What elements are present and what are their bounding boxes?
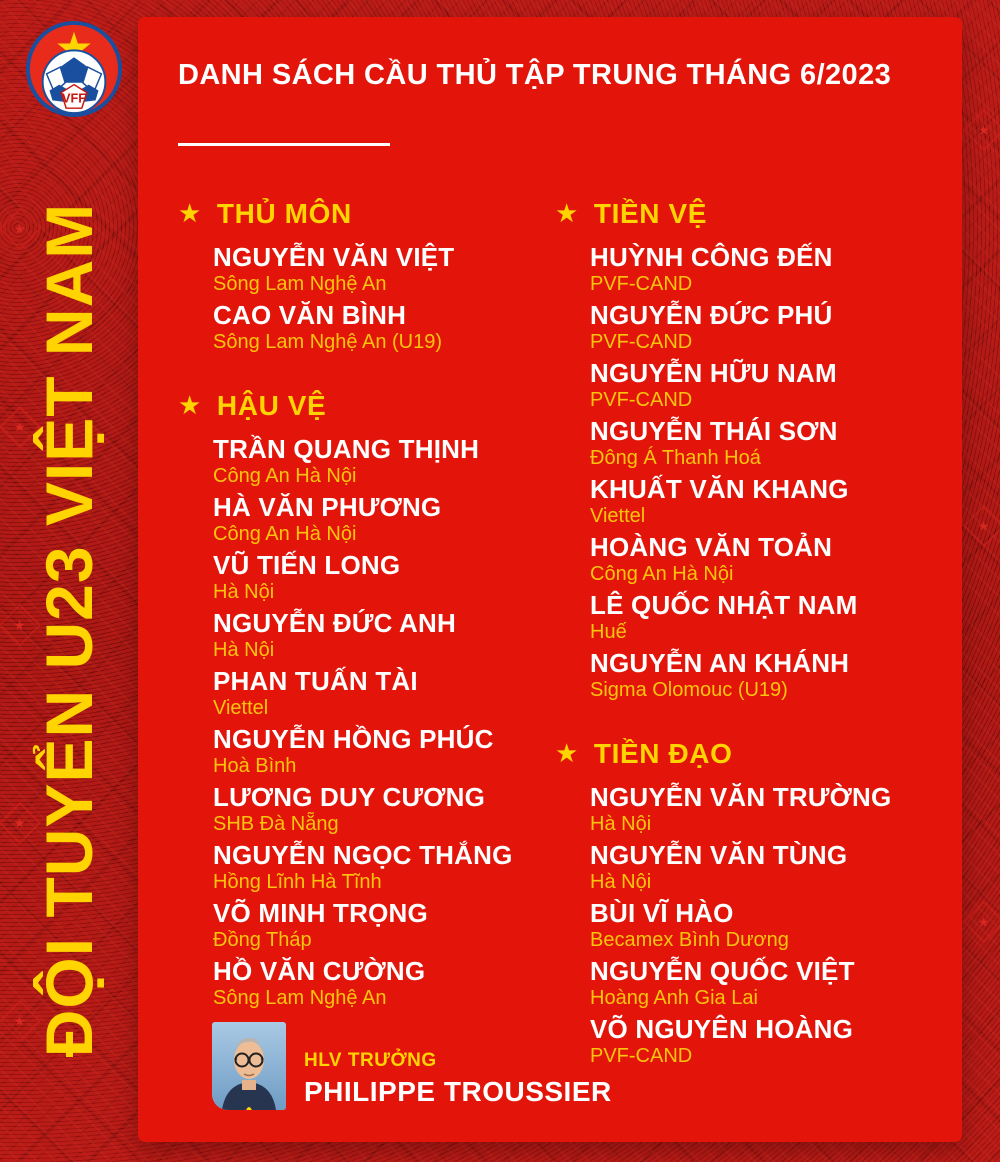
player-club: Sông Lam Nghệ An xyxy=(213,987,387,1009)
player-name: NGUYỄN HỒNG PHÚC xyxy=(213,724,494,754)
player-row xyxy=(590,242,946,297)
player-row xyxy=(590,532,946,587)
player-name: NGUYỄN NGỌC THẮNG xyxy=(213,840,513,870)
section-label: TIỀN ĐẠO xyxy=(593,738,733,769)
player-name: HOÀNG VĂN TOẢN xyxy=(590,532,833,562)
player-name: NGUYỄN THÁI SƠN xyxy=(590,416,838,446)
coach-role-label: HLV TRƯỞNG xyxy=(304,1050,437,1071)
player-name: NGUYỄN VĂN VIỆT xyxy=(213,242,455,272)
section-tien-ve xyxy=(555,197,946,703)
coach-photo xyxy=(212,1022,286,1110)
player-name: NGUYỄN ĐỨC PHÚ xyxy=(590,300,833,330)
player-name: PHAN TUẤN TÀI xyxy=(213,666,418,696)
player-name: HUỲNH CÔNG ĐẾN xyxy=(590,242,833,272)
player-row xyxy=(213,782,555,837)
player-row xyxy=(213,492,555,547)
diamond-ornament xyxy=(963,901,1000,943)
player-club: Hà Nội xyxy=(213,639,275,661)
player-club: Viettel xyxy=(213,697,269,719)
star-icon: ★ xyxy=(14,815,26,831)
player-row xyxy=(590,1014,946,1069)
coach-block xyxy=(212,1022,612,1110)
star-icon: ★ xyxy=(178,198,202,228)
player-row xyxy=(213,956,555,1011)
poster-title: DANH SÁCH CẦU THỦ TẬP TRUNG THÁNG 6/2023 xyxy=(178,59,892,91)
player-club: Viettel xyxy=(590,505,646,527)
diamond-ornament xyxy=(963,109,1000,151)
player-club: PVF-CAND xyxy=(590,273,693,295)
player-list xyxy=(178,242,555,355)
star-icon: ★ xyxy=(14,1013,26,1029)
player-name: NGUYỄN VĂN TÙNG xyxy=(590,840,848,870)
player-name: HÀ VĂN PHƯƠNG xyxy=(213,492,442,522)
section-thu-mon xyxy=(178,197,555,355)
vff-logo xyxy=(25,20,123,118)
section-tien-dao xyxy=(555,737,946,1069)
player-club: Sông Lam Nghệ An xyxy=(213,273,387,295)
player-row xyxy=(213,724,555,779)
side-vertical-title: ĐỘI TUYỂN U23 VIỆT NAM xyxy=(32,202,106,1058)
player-row xyxy=(590,358,946,413)
player-list xyxy=(555,782,946,1069)
player-club: PVF-CAND xyxy=(590,1045,693,1067)
section-header xyxy=(178,389,555,422)
player-row xyxy=(590,956,946,1011)
player-name: LƯƠNG DUY CƯƠNG xyxy=(213,782,486,812)
player-club: Sigma Olomouc (U19) xyxy=(590,679,788,701)
column-right xyxy=(555,197,946,1072)
player-name: LÊ QUỐC NHẬT NAM xyxy=(590,590,858,620)
coach-portrait-graphic xyxy=(212,1022,286,1110)
star-icon: ★ xyxy=(978,122,990,138)
player-club: Hồng Lĩnh Hà Tĩnh xyxy=(213,871,382,893)
player-row xyxy=(213,898,555,953)
player-row xyxy=(590,898,946,953)
player-row xyxy=(590,300,946,355)
player-club: PVF-CAND xyxy=(590,331,693,353)
vff-logo-text: VFF xyxy=(61,90,87,106)
section-header xyxy=(555,737,946,770)
player-club: Đông Á Thanh Hoá xyxy=(590,447,761,469)
coach-name: PHILIPPE TROUSSIER xyxy=(304,1076,612,1107)
star-icon: ★ xyxy=(978,914,990,930)
player-row xyxy=(213,242,555,297)
player-row xyxy=(590,474,946,529)
section-header xyxy=(555,197,946,230)
player-club: Huế xyxy=(590,621,627,643)
star-icon: ★ xyxy=(555,738,579,768)
player-club: Công An Hà Nội xyxy=(590,563,734,585)
title-underline xyxy=(178,143,390,146)
player-name: VÕ MINH TRỌNG xyxy=(213,898,428,928)
section-hau-ve xyxy=(178,389,555,1011)
player-club: Hoà Bình xyxy=(213,755,297,777)
player-name: HỒ VĂN CƯỜNG xyxy=(213,956,426,986)
star-icon: ★ xyxy=(178,390,202,420)
section-label: TIỀN VỆ xyxy=(593,198,708,229)
player-name: NGUYỄN VĂN TRƯỜNG xyxy=(590,782,892,812)
player-name: TRẦN QUANG THỊNH xyxy=(213,434,480,464)
player-club: Hoàng Anh Gia Lai xyxy=(590,987,758,1009)
player-list xyxy=(178,434,555,1011)
coach-text xyxy=(304,1022,612,1110)
player-club: Hà Nội xyxy=(213,581,275,603)
player-row xyxy=(590,416,946,471)
diamond-ornament xyxy=(963,505,1000,547)
player-name: CAO VĂN BÌNH xyxy=(213,300,407,330)
player-row xyxy=(590,648,946,703)
main-panel xyxy=(138,17,962,1142)
player-row xyxy=(213,608,555,663)
player-club: SHB Đà Nẵng xyxy=(213,813,339,835)
player-name: NGUYỄN QUỐC VIỆT xyxy=(590,956,855,986)
player-row xyxy=(213,666,555,721)
player-row xyxy=(213,840,555,895)
star-icon: ★ xyxy=(14,617,26,633)
player-club: Becamex Bình Dương xyxy=(590,929,789,951)
section-label: THỦ MÔN xyxy=(216,198,352,229)
player-club: Hà Nội xyxy=(590,813,652,835)
player-row xyxy=(590,590,946,645)
player-club: Hà Nội xyxy=(590,871,652,893)
star-icon: ★ xyxy=(978,518,990,534)
roster-columns xyxy=(178,197,946,1072)
star-icon: ★ xyxy=(555,198,579,228)
player-club: PVF-CAND xyxy=(590,389,693,411)
player-name: VŨ TIẾN LONG xyxy=(213,550,401,580)
player-row xyxy=(213,550,555,605)
player-club: Công An Hà Nội xyxy=(213,465,357,487)
section-label: HẬU VỆ xyxy=(216,390,327,421)
player-name: BÙI VĨ HÀO xyxy=(590,898,734,928)
player-club: Đồng Tháp xyxy=(213,929,312,951)
player-row xyxy=(213,434,555,489)
player-row xyxy=(213,300,555,355)
star-icon: ★ xyxy=(14,419,26,435)
player-row xyxy=(590,782,946,837)
player-name: KHUẤT VĂN KHANG xyxy=(590,474,849,504)
player-row xyxy=(590,840,946,895)
star-icon: ★ xyxy=(14,221,26,237)
player-list xyxy=(555,242,946,703)
player-name: NGUYỄN ĐỨC ANH xyxy=(213,608,456,638)
player-name: NGUYỄN HỮU NAM xyxy=(590,358,837,388)
column-left xyxy=(178,197,555,1072)
vff-logo-graphic xyxy=(25,20,123,118)
player-name: VÕ NGUYÊN HOÀNG xyxy=(590,1014,854,1044)
section-header xyxy=(178,197,555,230)
player-club: Sông Lam Nghệ An (U19) xyxy=(213,331,443,353)
player-club: Công An Hà Nội xyxy=(213,523,357,545)
player-name: NGUYỄN AN KHÁNH xyxy=(590,648,850,678)
